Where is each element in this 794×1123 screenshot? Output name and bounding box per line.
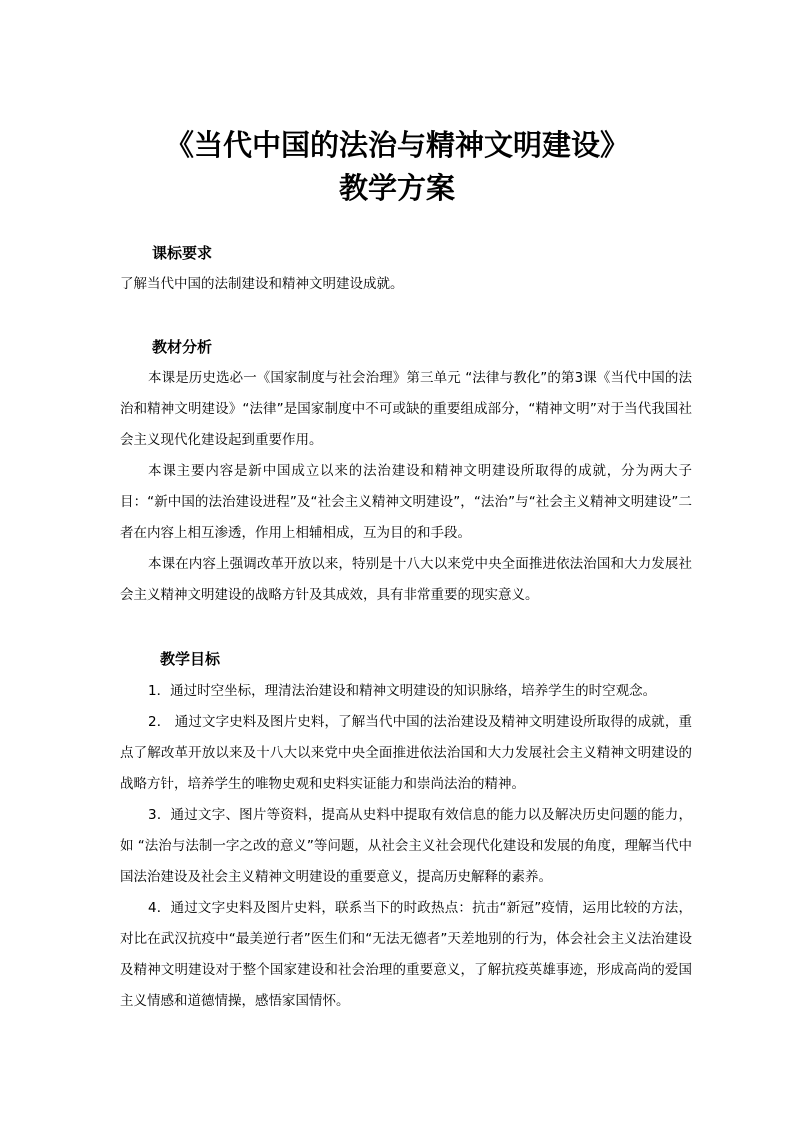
objective-item: 4．通过文字史料及图片史料，联系当下的时政热点：抗击“新冠”疫情，运用比较的方法，对比在武汉抗疫中“最美逆行者”医生们和“无法无德者”天差地别的行为，体会社会主义法治建设及精神文明建设对于整个国家建设和社会治理的重要意义，了解抗疫英雄事迹，形成高尚的爱国主义情感和道德情操，感悟家国情怀。 <box>120 900 692 1009</box>
analysis-paragraph: 本课主要内容是新中国成立以来的法治建设和精神文明建设所取得的成就，分为两大子目：“新中国的法治建设进程”及“社会主义精神文明建设”，“法治”与“社会主义精神文明建设”二者在内容上相互渗透，作用上相辅相成，互为目的和手段。 <box>120 463 692 541</box>
document-title: 《当代中国的法治与精神文明建设》 <box>164 128 629 162</box>
curriculum-text: 了解当代中国的法制建设和精神文明建设成就。 <box>120 276 404 292</box>
objective-item: 3．通过文字、图片等资料，提高从史料中提取有效信息的能力以及解决历史问题的能力，如 “法治与法制一字之改的意义”等问题，从社会主义社会现代化建设和发展的角度，理解当代中国法治建设及社会主义精神文明建设的重要意义，提高历史解释的素养。 <box>120 807 692 885</box>
objective-item: 2． 通过文字史料及图片史料，了解当代中国的法治建设及精神文明建设所取得的成就，重点了解改革开放以来及十八大以来党中央全面推进依法治国和大力发展社会主义精神文明建设的战略方针，培养学生的唯物史观和史料实证能力和崇尚法治的精神。 <box>120 714 692 792</box>
document-subtitle: 教学方案 <box>338 171 455 205</box>
objective-item: 1．通过时空坐标，理清法治建设和精神文明建设的知识脉络，培养学生的时空观念。 <box>148 683 657 699</box>
section-heading-objectives: 教学目标 <box>160 650 221 668</box>
section-heading-curriculum: 课标要求 <box>152 244 213 262</box>
analysis-paragraph: 本课是历史选必一《国家制度与社会治理》第三单元 “法律与教化”的第3课《当代中国的法治和精神文明建设》“法律”是国家制度中不可或缺的重要组成部分，“精神文明”对于当代我国社会主义现代化建设起到重要作用。 <box>120 370 692 448</box>
analysis-paragraph: 本课在内容上强调改革开放以来，特别是十八大以来党中央全面推进依法治国和大力发展社会主义精神文明建设的战略方针及其成效，具有非常重要的现实意义。 <box>120 556 692 603</box>
section-heading-analysis: 教材分析 <box>152 338 213 356</box>
